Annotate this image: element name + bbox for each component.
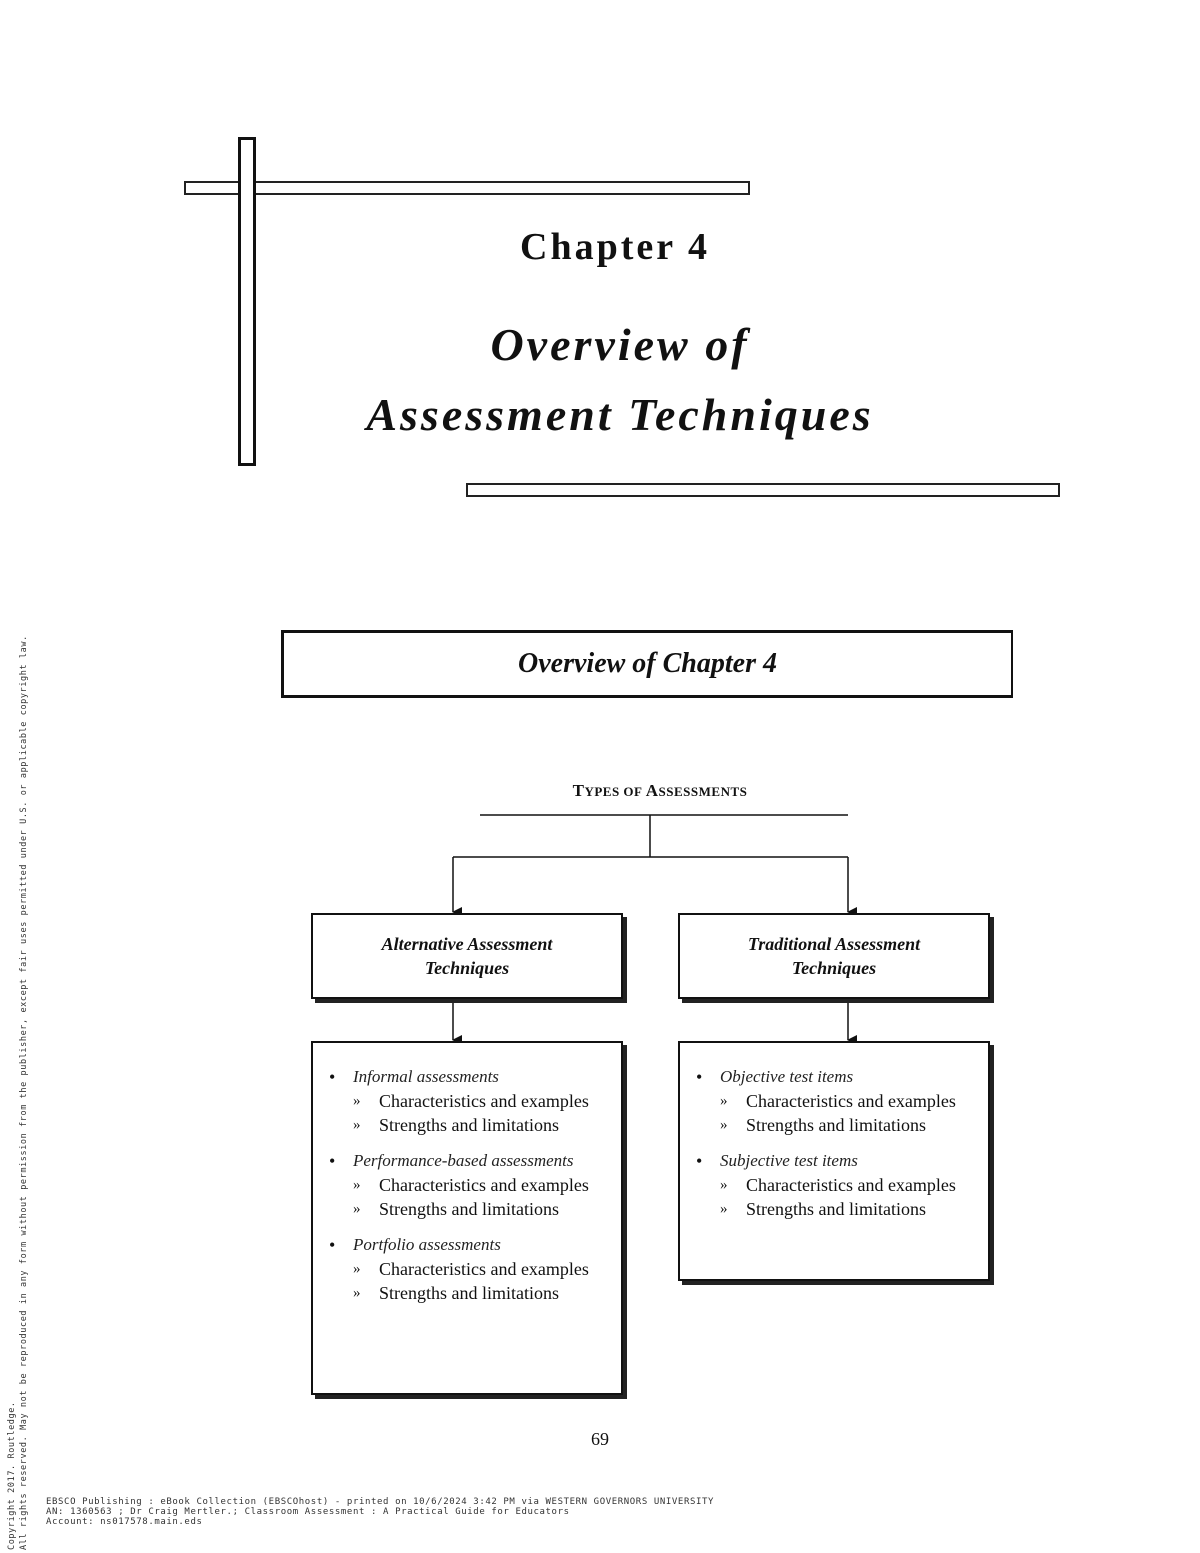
sub-item: » Strengths and limitations xyxy=(720,1199,926,1219)
bullet-icon: • xyxy=(329,1067,336,1087)
sub-item: » Characteristics and examples xyxy=(720,1175,956,1195)
copyright-line-1: Copyright 2017. Routledge. xyxy=(7,1401,17,1550)
bullet-icon: • xyxy=(696,1067,703,1087)
bullet-icon: • xyxy=(329,1235,336,1255)
chevron-right-icon: » xyxy=(720,1117,728,1133)
chevron-right-icon: » xyxy=(353,1093,361,1109)
decorative-vertical-bar xyxy=(238,137,256,466)
bullet-icon: • xyxy=(696,1151,703,1171)
sub-item: » Characteristics and examples xyxy=(353,1259,589,1279)
list-item xyxy=(694,1065,978,1137)
sub-item: » Strengths and limitations xyxy=(720,1115,926,1135)
chevron-right-icon: » xyxy=(720,1093,728,1109)
sub-item: » Strengths and limitations xyxy=(353,1115,559,1135)
ebsco-footer xyxy=(46,1497,1166,1527)
category-name: Subjective test items xyxy=(720,1151,858,1170)
chevron-right-icon: » xyxy=(720,1177,728,1193)
side-copyright-notice xyxy=(6,400,46,1550)
traditional-title-line-2: Techniques xyxy=(791,958,877,978)
alternative-title-line-2: Techniques xyxy=(424,958,510,978)
list-item xyxy=(327,1149,611,1221)
copyright-line-2: All rights reserved. May not be reproduced in any form without permission from the publisher, except fair uses permitted under U.S. or applicable copyright law. xyxy=(19,635,29,1550)
chevron-right-icon: » xyxy=(353,1285,361,1301)
alternative-title-line-1: Alternative Assessment xyxy=(381,934,553,954)
category-name: Informal assessments xyxy=(353,1067,499,1086)
chapter-title-line-1: Overview of xyxy=(490,319,750,370)
footer-line-1: EBSCO Publishing : eBook Collection (EBSCOhost) - printed on 10/6/2024 3:42 PM via WESTERN GOVERNORS UNIVERSITY xyxy=(46,1497,715,1507)
chevron-right-icon: » xyxy=(353,1117,361,1133)
chevron-right-icon: » xyxy=(353,1177,361,1193)
list-item xyxy=(694,1149,978,1221)
bullet-icon: • xyxy=(329,1151,336,1171)
category-name: Objective test items xyxy=(720,1067,854,1086)
footer-line-3: Account: ns017578.main.eds xyxy=(46,1517,203,1527)
chevron-right-icon: » xyxy=(720,1201,728,1217)
traditional-title-line-1: Traditional Assessment xyxy=(747,934,921,954)
overview-box xyxy=(281,630,1013,698)
list-item xyxy=(327,1065,611,1137)
list-item xyxy=(327,1233,611,1305)
traditional-techniques-list xyxy=(678,1041,990,1281)
decorative-top-rule xyxy=(184,181,750,195)
traditional-assessment-box xyxy=(678,913,990,999)
chapter-label: Chapter 4 xyxy=(520,226,710,268)
footer-line-2: AN: 1360563 ; Dr Craig Mertler.; Classroom Assessment : A Practical Guide for Educators xyxy=(46,1507,570,1517)
decorative-bottom-rule xyxy=(466,483,1060,497)
sub-item: » Strengths and limitations xyxy=(353,1199,559,1219)
sub-item: » Characteristics and examples xyxy=(353,1175,589,1195)
sub-item: » Characteristics and examples xyxy=(720,1091,956,1111)
category-name: Performance-based assessments xyxy=(353,1151,574,1170)
alternative-techniques-list xyxy=(311,1041,623,1395)
chevron-right-icon: » xyxy=(353,1261,361,1277)
sub-item: » Characteristics and examples xyxy=(353,1091,589,1111)
chevron-right-icon: » xyxy=(353,1201,361,1217)
category-name: Portfolio assessments xyxy=(353,1235,501,1254)
page-number: 69 xyxy=(591,1429,609,1449)
types-of-assessments-heading: TYPES OF ASSESSMENTS xyxy=(572,781,748,800)
alternative-assessment-box xyxy=(311,913,623,999)
chapter-title-line-2: Assessment Techniques xyxy=(366,389,874,440)
overview-title: Overview of Chapter 4 xyxy=(518,648,777,679)
sub-item: » Strengths and limitations xyxy=(353,1283,559,1303)
